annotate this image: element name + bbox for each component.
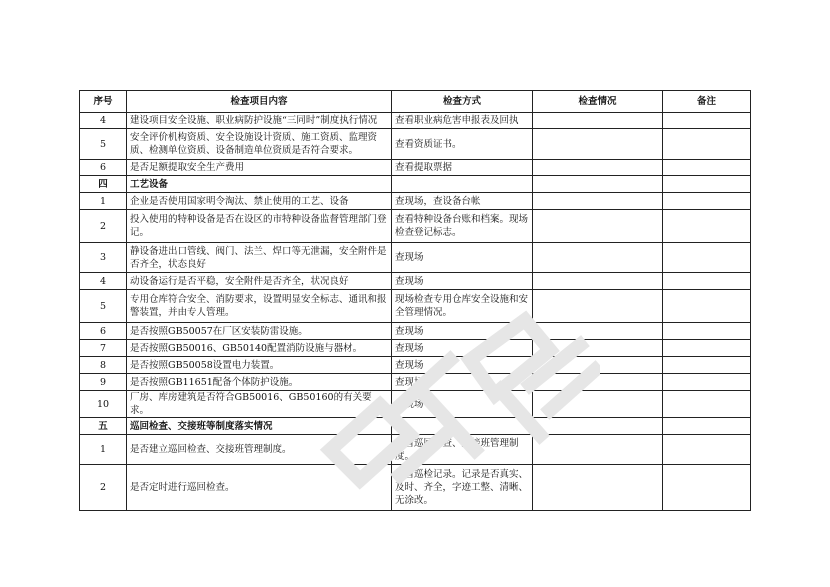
table-row	[80, 391, 751, 418]
table-row	[80, 210, 751, 243]
cell-method: 查现场	[392, 340, 533, 357]
cell-result	[533, 465, 663, 511]
cell-no: 1	[80, 193, 127, 210]
cell-method: 查现场	[392, 374, 533, 391]
cell-method: 查现场	[392, 273, 533, 290]
cell-method: 现场检查专用仓库安全设施和安全管理情况。	[392, 290, 533, 323]
cell-result	[533, 418, 663, 435]
cell-no: 6	[80, 160, 127, 176]
table-body	[80, 113, 751, 511]
cell-method: 查现场，查设备台帐	[392, 193, 533, 210]
cell-note	[663, 210, 751, 243]
cell-result	[533, 357, 663, 374]
cell-method	[392, 176, 533, 193]
table-row	[80, 129, 751, 160]
cell-no: 5	[80, 290, 127, 323]
cell-result	[533, 160, 663, 176]
cell-result	[533, 435, 663, 465]
cell-result	[533, 340, 663, 357]
table-row	[80, 176, 751, 193]
cell-no: 6	[80, 323, 127, 340]
cell-no: 5	[80, 129, 127, 160]
cell-method: 查看提取票据	[392, 160, 533, 176]
cell-item: 专用仓库符合安全、消防要求，设置明显安全标志、通讯和报警装置，并由专人管理。	[127, 290, 392, 323]
table-row	[80, 290, 751, 323]
cell-method: 查看资质证书。	[392, 129, 533, 160]
cell-note	[663, 323, 751, 340]
cell-note	[663, 391, 751, 418]
cell-method: 查现场	[392, 391, 533, 418]
table-row	[80, 465, 751, 511]
cell-item: 巡回检查、交接班等制度落实情况	[127, 418, 392, 435]
cell-note	[663, 273, 751, 290]
inspection-table-sheet	[79, 90, 751, 511]
header-note: 备注	[663, 91, 751, 113]
cell-result	[533, 273, 663, 290]
table-row	[80, 160, 751, 176]
cell-item: 是否建立巡回检查、交接班管理制度。	[127, 435, 392, 465]
cell-result	[533, 129, 663, 160]
cell-note	[663, 418, 751, 435]
cell-no: 2	[80, 210, 127, 243]
cell-no: 四	[80, 176, 127, 193]
cell-item: 静设备进出口管线、阀门、法兰、焊口等无泄漏，安全附件是否齐全，状态良好	[127, 243, 392, 273]
cell-note	[663, 160, 751, 176]
table-row	[80, 323, 751, 340]
cell-result	[533, 391, 663, 418]
table-row	[80, 113, 751, 129]
table-row	[80, 374, 751, 391]
cell-method: 查现场	[392, 243, 533, 273]
cell-item: 安全评价机构资质、安全设施设计资质、施工资质、监理资质、检测单位资质、设备制造单位资质是否符合要求。	[127, 129, 392, 160]
cell-no: 1	[80, 435, 127, 465]
header-item: 检查项目内容	[127, 91, 392, 113]
cell-item: 是否定时进行巡回检查。	[127, 465, 392, 511]
cell-item: 企业是否使用国家明令淘汰、禁止使用的工艺、设备	[127, 193, 392, 210]
cell-method: 查看巡检记录。记录是否真实、及时、齐全，字迹工整、清晰、无涂改。	[392, 465, 533, 511]
cell-note	[663, 357, 751, 374]
header-result: 检查情况	[533, 91, 663, 113]
cell-note	[663, 176, 751, 193]
header-method: 检查方式	[392, 91, 533, 113]
cell-no: 8	[80, 357, 127, 374]
cell-item: 是否按照GB50058设置电力装置。	[127, 357, 392, 374]
cell-item: 是否足额提取安全生产费用	[127, 160, 392, 176]
cell-note	[663, 290, 751, 323]
cell-note	[663, 113, 751, 129]
cell-item: 是否按照GB11651配备个体防护设施。	[127, 374, 392, 391]
cell-item: 建设项目安全设施、职业病防护设施“三同时”制度执行情况	[127, 113, 392, 129]
table-row	[80, 418, 751, 435]
cell-method: 查看特种设备台账和档案。现场检查登记标志。	[392, 210, 533, 243]
table-row	[80, 273, 751, 290]
cell-note	[663, 193, 751, 210]
cell-result	[533, 113, 663, 129]
cell-method: 查看巡回检查、交接班管理制度。	[392, 435, 533, 465]
cell-result	[533, 193, 663, 210]
table-row	[80, 243, 751, 273]
table-row	[80, 193, 751, 210]
cell-item: 厂房、库房建筑是否符合GB50016、GB50160的有关要求。	[127, 391, 392, 418]
cell-no: 3	[80, 243, 127, 273]
cell-result	[533, 374, 663, 391]
cell-note	[663, 340, 751, 357]
cell-note	[663, 435, 751, 465]
table-row	[80, 357, 751, 374]
cell-item: 动设备运行是否平稳，安全附件是否齐全，状况良好	[127, 273, 392, 290]
table-header-row	[80, 91, 751, 113]
cell-result	[533, 176, 663, 193]
cell-no: 10	[80, 391, 127, 418]
cell-no: 9	[80, 374, 127, 391]
cell-result	[533, 290, 663, 323]
cell-no: 2	[80, 465, 127, 511]
cell-note	[663, 243, 751, 273]
cell-item: 是否按照GB50016、GB50140配置消防设施与器材。	[127, 340, 392, 357]
header-no: 序号	[80, 91, 127, 113]
table-row	[80, 435, 751, 465]
table-row	[80, 340, 751, 357]
cell-no: 五	[80, 418, 127, 435]
cell-item: 工艺设备	[127, 176, 392, 193]
cell-method: 查现场	[392, 357, 533, 374]
cell-no: 4	[80, 113, 127, 129]
cell-note	[663, 129, 751, 160]
cell-item: 是否按照GB50057在厂区安装防雷设施。	[127, 323, 392, 340]
inspection-table	[79, 90, 751, 511]
cell-item: 投入使用的特种设备是否在设区的市特种设备监督管理部门登记。	[127, 210, 392, 243]
cell-method	[392, 418, 533, 435]
cell-result	[533, 210, 663, 243]
cell-result	[533, 323, 663, 340]
cell-result	[533, 243, 663, 273]
cell-note	[663, 465, 751, 511]
cell-method: 查看职业病危害申报表及回执	[392, 113, 533, 129]
cell-no: 4	[80, 273, 127, 290]
cell-no: 7	[80, 340, 127, 357]
cell-method: 查现场	[392, 323, 533, 340]
cell-note	[663, 374, 751, 391]
